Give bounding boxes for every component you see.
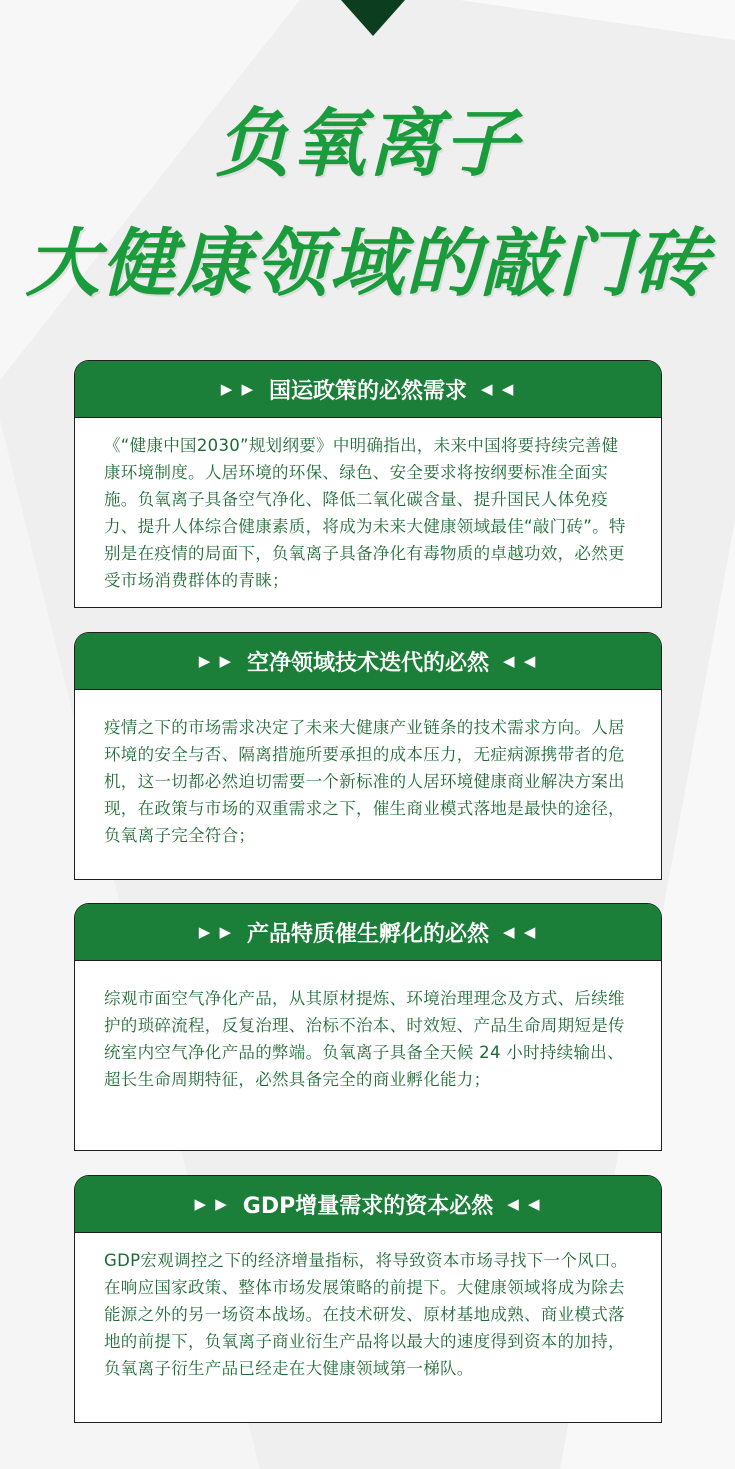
section-body: GDP宏观调控之下的经济增量指标，将导致资本市场寻找下一个风口。在响应国家政策、整体市场发展策略的前提下。大健康领域将成为除去能源之外的另一场资本战场。在技术研发、原材基地成熟、商业模式落地的前提下，负氧离子商业衍生产品将以最大的速度得到资本的加持，负氧离子衍生产品已经走在大健康领域第一梯队。 [104, 1251, 628, 1378]
section-card-product [74, 903, 662, 1151]
section-body: 疫情之下的市场需求决定了未来大健康产业链条的技术需求方向。人居环境的安全与否、隔离措施所要承担的成本压力，无症病源携带者的危机，这一切都必然迫切需要一个新标准的人居环境健康商业解决方案出现，在政策与市场的双重需求之下，催生商业模式落地是最快的途径，负氧离子完全符合； [104, 718, 625, 845]
section-heading: 国运政策的必然需求 [268, 378, 467, 404]
left-arrows-icon: ◀ ◀ [503, 923, 538, 941]
section-heading: 空净领域技术迭代的必然 [246, 650, 489, 676]
top-triangle-icon [0, 0, 735, 40]
section-heading: GDP增量需求的资本必然 [242, 1193, 494, 1219]
section-header [75, 633, 661, 690]
section-card-technology [74, 632, 662, 880]
section-body: 《“健康中国2030”规划纲要》中明确指出，未来中国将要持续完善健康环境制度。人居环境的环保、绿色、安全要求将按纲要标准全面实施。负氧离子具备空气净化、降低二氧化碳含量、提升国民人体免疫力、提升人体综合健康素质，将成为未来大健康领域最佳“敲门砖”。特别是在疫情的局面下，负氧离子具备净化有毒物质的卓越功效，必然更受市场消费群体的青睐； [104, 436, 626, 590]
left-arrows-icon: ◀ ◀ [481, 380, 516, 398]
left-arrows-icon: ◀ ◀ [507, 1195, 542, 1213]
section-heading: 产品特质催生孵化的必然 [246, 921, 489, 947]
right-arrows-icon: ▶ ▶ [194, 1195, 229, 1213]
section-body: 综观市面空气净化产品，从其原材提炼、环境治理理念及方式、后续维护的琐碎流程，反复治理、治标不治本、时效短、产品生命周期短是传统室内空气净化产品的弊端。负氧离子具备全天候 24 小时持续输出、超长生命周期特征，必然具备完全的商业孵化能力； [104, 989, 625, 1089]
page-title-line-1: 负氧离子 [215, 101, 520, 187]
page-title-line-2: 大健康领域的敲门砖 [25, 221, 710, 307]
section-card-capital [74, 1175, 662, 1423]
left-arrows-icon: ◀ ◀ [503, 652, 538, 670]
right-arrows-icon: ▶ ▶ [198, 923, 233, 941]
section-header [75, 1176, 661, 1233]
right-arrows-icon: ▶ ▶ [220, 380, 255, 398]
section-header [75, 904, 661, 961]
section-header [75, 361, 661, 418]
right-arrows-icon: ▶ ▶ [198, 652, 233, 670]
section-card-policy [74, 360, 662, 608]
